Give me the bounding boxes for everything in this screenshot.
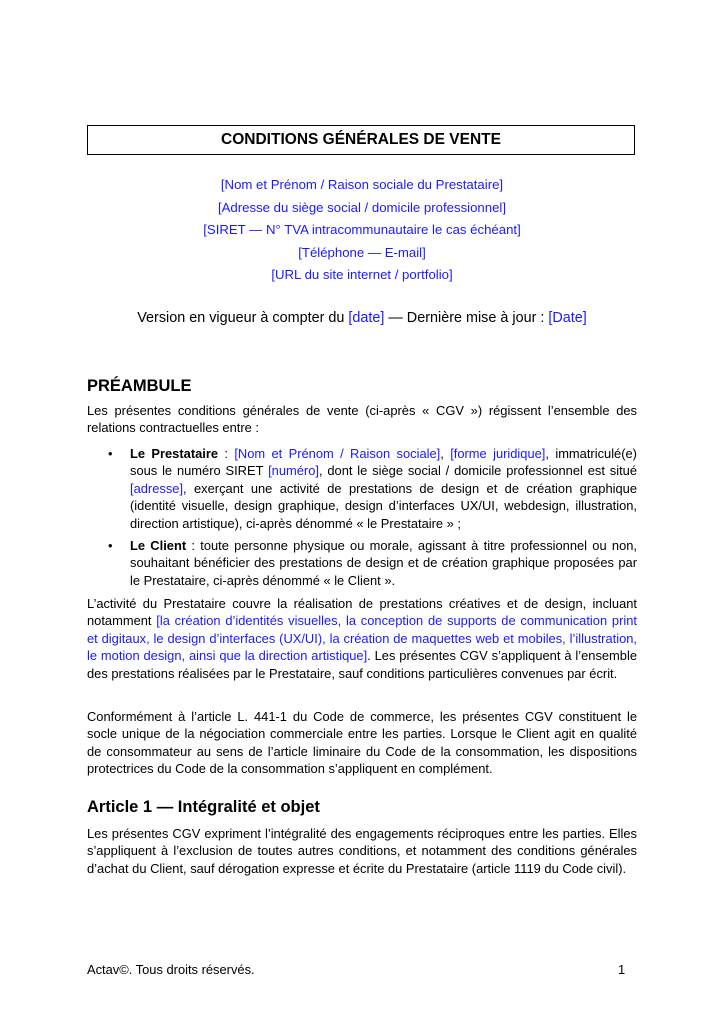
page-number: 1: [618, 962, 626, 977]
provider-name-placeholder: [Nom et Prénom / Raison sociale du Prestataire]: [220, 177, 504, 192]
provider-address-placeholder: [Adresse du siège social / domicile professionnel]: [217, 199, 507, 215]
title-text: CONDITIONS GÉNÉRALES DE VENTE: [221, 131, 501, 148]
bullet-dot-icon: •: [108, 446, 113, 461]
preambule-intro: Les présentes conditions générales de vente (ci-après « CGV ») régissent l’ensemble des relations contractuelles entre :: [87, 403, 637, 436]
bullet-prestataire: [108, 445, 637, 532]
bullet1-text-3: , immatriculé(e) sous le numéro SIRET: [130, 446, 637, 479]
bullet-label-client: Le Client: [130, 538, 187, 553]
activity-text-2: . Les présentes CGV s’appliquent à l’ensemble des prestations réalisées par le Prestataire, sauf conditions particulières convenues par écrit.: [87, 648, 637, 681]
bullet2-text: : toute personne physique ou morale, agissant à titre professionnel ou non, souhaitant bénéficier des prestations de design et de création graphique proposées par le Prestataire, ci-après dénommé « le Client ».: [130, 538, 637, 588]
provider-url-placeholder: [URL du site internet / portfolio]: [271, 267, 453, 282]
footer-copyright: Actav©. Tous droits réservés.: [87, 962, 255, 977]
bullet-client: [108, 537, 637, 589]
update-date-placeholder: [Date]: [548, 310, 587, 326]
bullet1-text-5: , exerçant une activité de prestations de design et de création graphique (identité visuelle, design graphique, design d’interfaces UX/UI, webdesign, illustration, direction artistique), ci-après dénommé « le Prestataire » ;: [130, 480, 637, 531]
bullet1-text-2: ,: [440, 446, 451, 461]
version-line: [87, 308, 637, 328]
bullet-dot-icon: •: [108, 538, 113, 553]
version-text-start: Version en vigueur à compter du: [137, 310, 349, 326]
article1-text: Les présentes CGV expriment l’intégralité des engagements réciproques entre les parties. Elles s’appliquent à l’exclusion de toutes autres conditions, et notamment des conditions générales d’achat du Client, sauf dérogation expresse et écrite du Prestataire (article 1119 du Code civil).: [87, 826, 637, 876]
provider-contact-placeholder: [Téléphone — E-mail]: [298, 244, 426, 260]
bullet1-number-placeholder: [numéro]: [268, 463, 319, 479]
preambule-legal-paragraph: Conformément à l’article L. 441-1 du Code de commerce, les présentes CGV constituent le socle unique de la négociation commerciale entre les parties. Lorsque le Client agit en qualité de consommateur au sens de l’article liminaire du Code de la consommation, les dispositions protectrices du Code de la consommation s’appliquent en complément.: [87, 709, 637, 777]
provider-siret-placeholder: [SIRET — N° TVA intracommunautaire le cas échéant]: [203, 222, 521, 237]
version-text-mid: — Dernière mise à jour :: [384, 310, 549, 326]
article1-heading: Article 1 — Intégralité et objet: [87, 798, 320, 816]
bullet1-legal-form-placeholder: [forme juridique]: [450, 446, 546, 461]
preambule-activity-paragraph: [87, 595, 637, 682]
document-title: [87, 125, 635, 155]
bullet-label-prestataire: Le Prestataire: [130, 446, 219, 461]
bullet1-name-placeholder: [Nom et Prénom / Raison sociale]: [234, 446, 441, 461]
bullet1-text-4: , dont le siège social / domicile professionnel est situé: [318, 463, 637, 479]
bullet1-address-placeholder: [adresse]: [130, 480, 184, 496]
activity-text-1: L’activité du Prestataire couvre la réalisation de prestations créatives et de design, incluant notamment: [87, 596, 637, 629]
bullet1-text-1: :: [218, 446, 235, 461]
preambule-heading: PRÉAMBULE: [87, 377, 192, 395]
activity-scope-placeholder: [la création d’identités visuelles, la conception de supports de communication print et digitaux, le design d’interfaces (UX/UI), la création de maquettes web et mobiles, l’illustration, le motion design, ainsi que la direction artistique]: [87, 613, 637, 664]
provider-info-block: [87, 174, 637, 287]
version-date-placeholder: [date]: [348, 310, 385, 326]
